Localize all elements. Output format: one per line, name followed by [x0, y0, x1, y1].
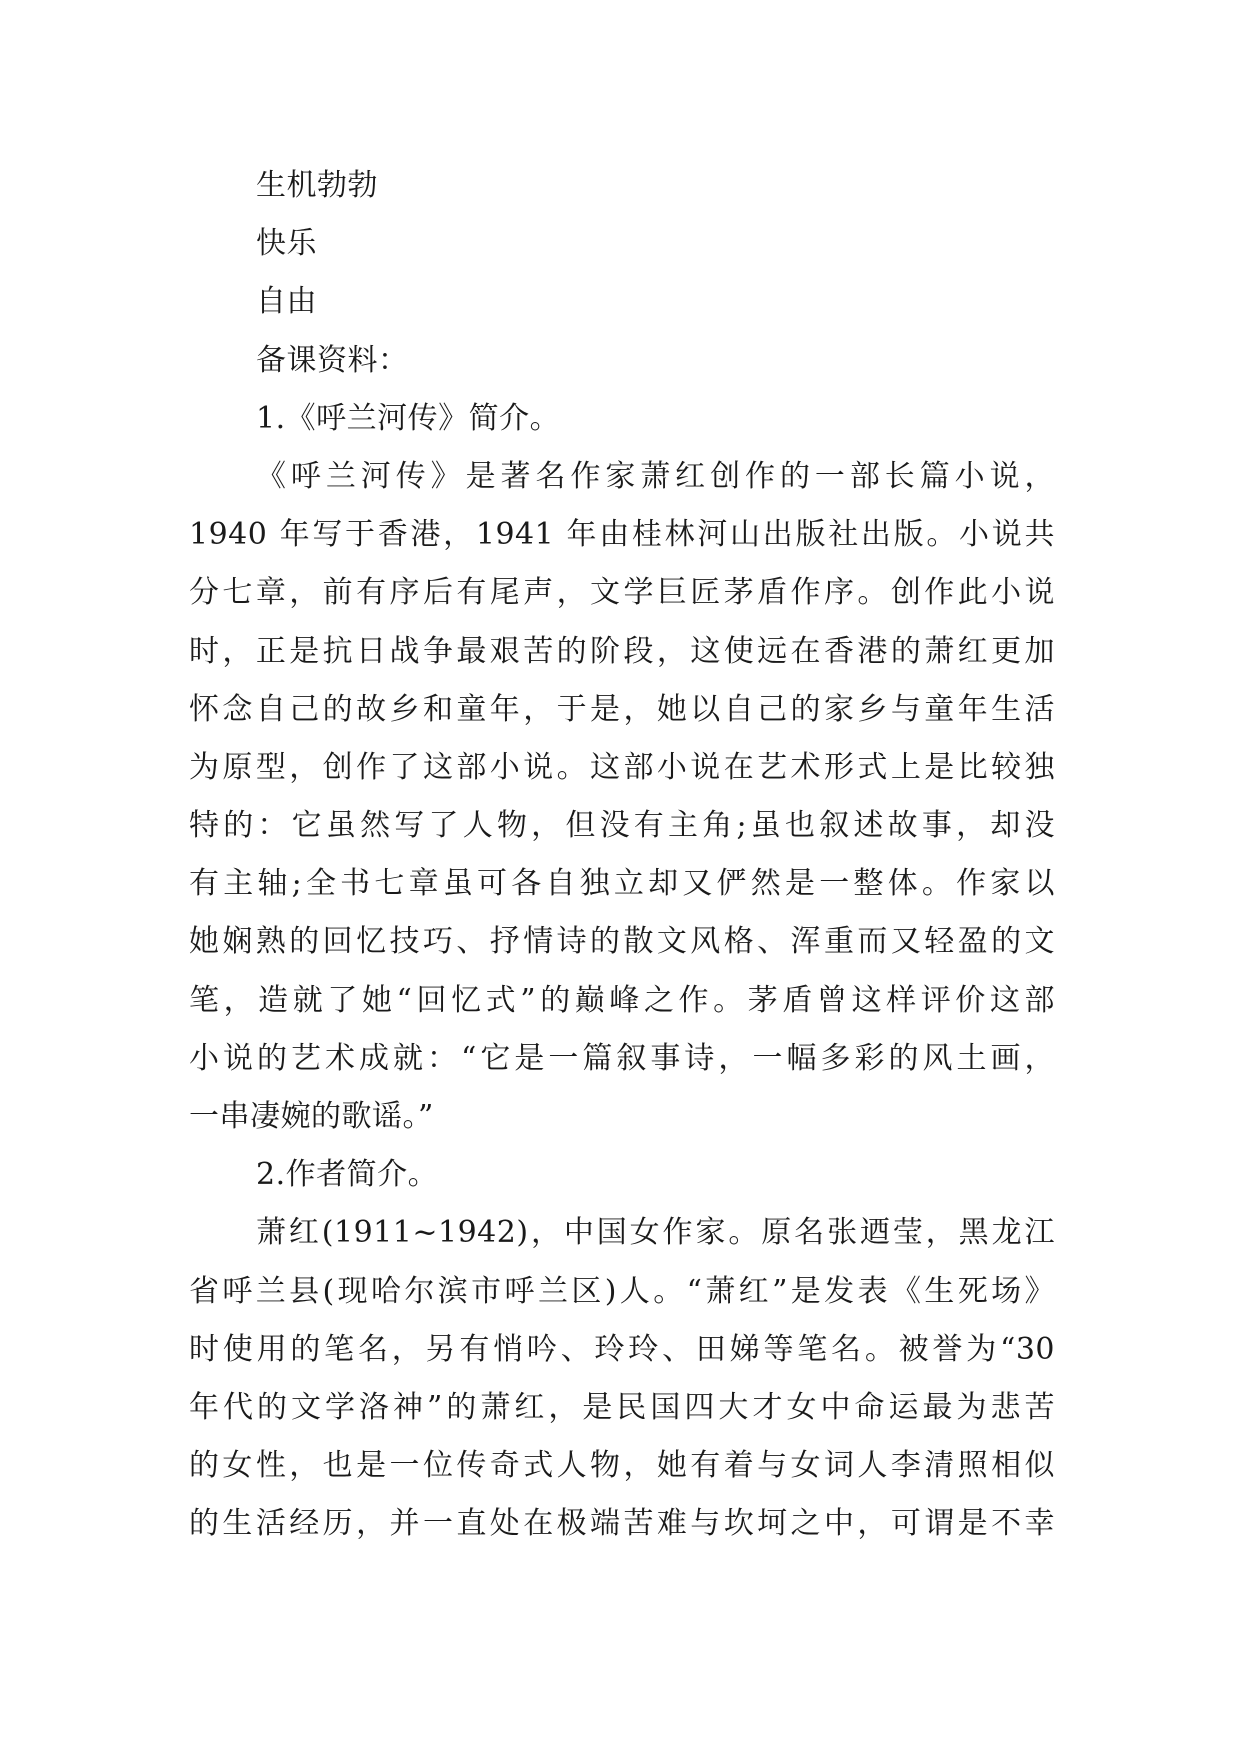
- paragraph-author-intro: [189, 1204, 1055, 1553]
- paragraph-line: 年代的文学洛神”的萧红，是民国四大才女中命运最为悲苦: [189, 1389, 1055, 1425]
- paragraph-line: 怀念自己的故乡和童年，于是，她以自己的家乡与童年生活: [189, 691, 1055, 727]
- paragraph-line: 省呼兰县(现哈尔滨市呼兰区)人。“萧红”是发表《生死场》: [189, 1273, 1055, 1309]
- paragraph-line: 小说的艺术成就：“它是一篇叙事诗，一幅多彩的风土画，: [189, 1040, 1055, 1076]
- paragraph-line: 《呼兰河传》是著名作家萧红创作的一部长篇小说，: [256, 458, 1055, 494]
- paragraph-line: 的生活经历，并一直处在极端苦难与坎坷之中，可谓是不幸: [189, 1506, 1055, 1542]
- paragraph-line: 笔，造就了她“回忆式”的巅峰之作。茅盾曾这样评价这部: [189, 982, 1055, 1018]
- paragraph-line: 为原型，创作了这部小说。这部小说在艺术形式上是比较独: [189, 749, 1055, 785]
- paragraph-line: 萧红(1911~1942)，中国女作家。原名张迺莹，黑龙江: [256, 1215, 1055, 1251]
- paragraph-line: 有主轴;全书七章虽可各自独立却又俨然是一整体。作家以: [189, 866, 1055, 902]
- paragraph-line: 的女性，也是一位传奇式人物，她有着与女词人李清照相似: [189, 1448, 1055, 1484]
- paragraph-line: 特的：它虽然写了人物，但没有主角;虽也叙述故事，却没: [189, 808, 1055, 844]
- section-heading: 1.《呼兰河传》简介。: [256, 400, 561, 436]
- text-line: 快乐: [256, 226, 317, 262]
- paragraph-line: 分七章，前有序后有尾声，文学巨匠茅盾作序。创作此小说: [189, 575, 1055, 611]
- paragraph-line: 时使用的笔名，另有悄吟、玲玲、田娣等笔名。被誉为“30: [189, 1331, 1055, 1367]
- section-heading: 2.作者简介。: [256, 1157, 439, 1193]
- paragraph-line: 1940 年写于香港，1941 年由桂林河山出版社出版。小说共: [189, 517, 1055, 553]
- paragraph-hulanhe-intro: [189, 448, 1055, 1146]
- text-line: 生机勃勃: [256, 168, 378, 203]
- paragraph-line: 她娴熟的回忆技巧、抒情诗的散文风格、浑重而又轻盈的文: [189, 924, 1055, 960]
- text-line: 自由: [256, 284, 317, 320]
- paragraph-line: 时，正是抗日战争最艰苦的阶段，这使远在香港的萧红更加: [189, 633, 1055, 669]
- document-body: [189, 157, 1055, 1554]
- text-line: 备课资料：: [256, 342, 409, 378]
- paragraph-line: 一串凄婉的歌谣。”: [189, 1099, 434, 1134]
